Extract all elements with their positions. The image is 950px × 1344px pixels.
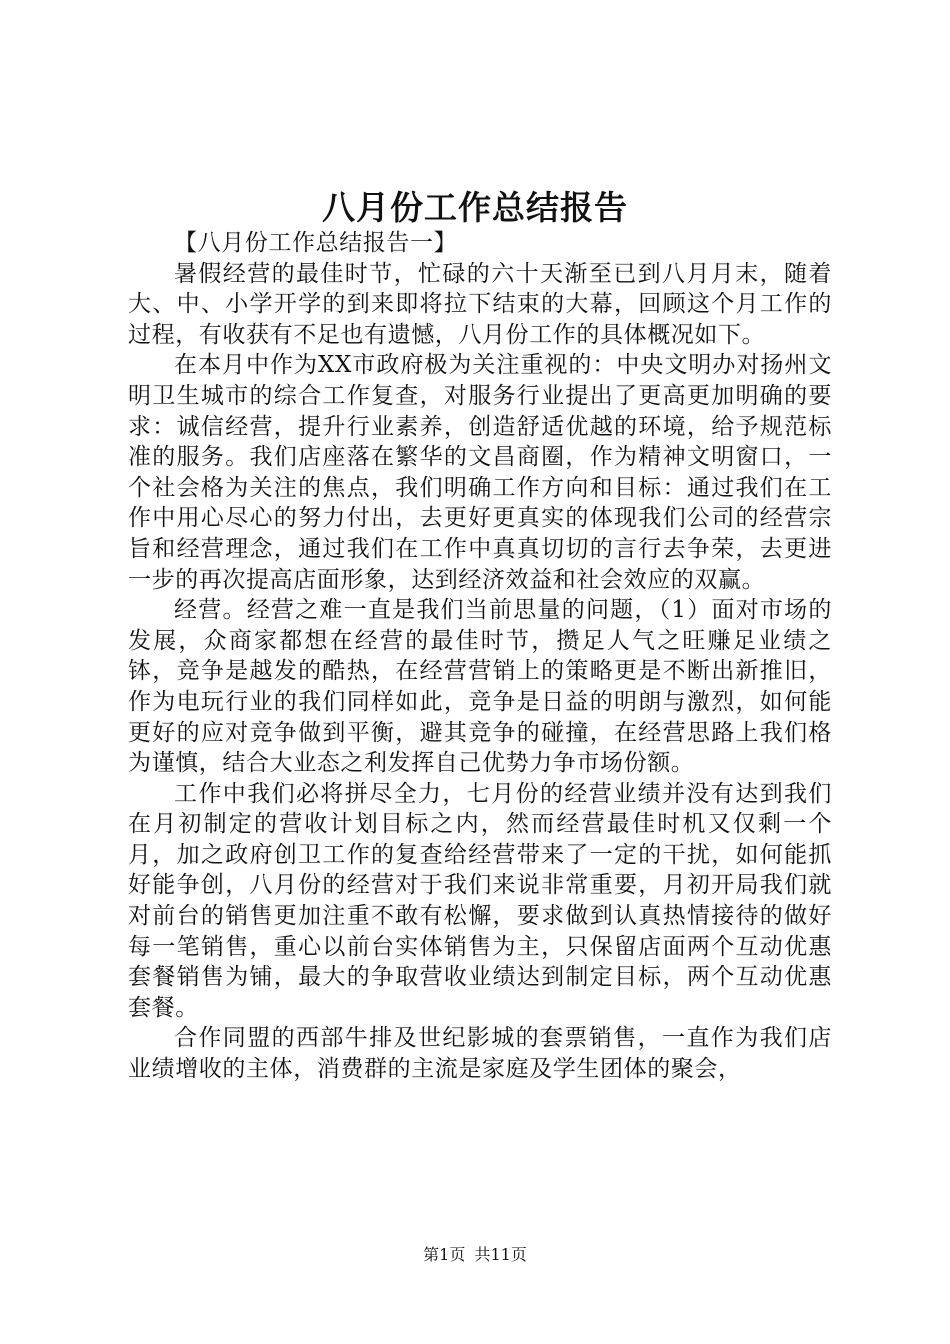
page-total: 共11页 <box>474 1245 527 1264</box>
paragraph: 工作中我们必将拼尽全力，七月份的经营业绩并没有达到我们在月初制定的营收计划目标之内，然而经营最佳时机又仅剩一个月，加之政府创卫工作的复查给经营带来了一定的干扰，如何能抓好能争创，八月份的经营对于我们来说非常重要，月初开局我们就对前台的销售更加注重不敢有松懈，要求做到认真热情接待的做好每一笔销售，重心以前台实体销售为主，只保留店面两个互动优惠套餐销售为铺，最大的争取营收业绩达到制定目标，两个互动优惠套餐。 <box>128 780 832 1021</box>
document-title: 八月份工作总结报告 <box>322 188 628 227</box>
paragraph: 暑假经营的最佳时节，忙碌的六十天渐至已到八月月末，随着大、中、小学开学的到来即将拉下结束的大幕，回顾这个月工作的过程，有收获有不足也有遗憾，八月份工作的具体概况如下。 <box>128 260 832 348</box>
paragraph: 经营。经营之难一直是我们当前思量的问题，（1）面对市场的发展，众商家都想在经营的最佳时节，攒足人气之旺赚足业绩之钵，竞争是越发的酷热，在经营营销上的策略更是不断出新推旧，作为电玩行业的我们同样如此，竞争是日益的明朗与激烈，如何能更好的应对竞争做到平衡，避其竞争的碰撞，在经营思路上我们格为谨慎，结合大业态之利发挥自己优势力争市场份额。 <box>128 597 832 777</box>
page-number: 第1页 <box>423 1245 466 1264</box>
page-footer <box>0 1244 950 1266</box>
paragraph: 在本月中作为XX市政府极为关注重视的：中央文明办对扬州文明卫生城市的综合工作复查，对服务行业提出了更高更加明确的要求：诚信经营，提升行业素养，创造舒适优越的环境，给予规范标准的服务。我们店座落在繁华的文昌商圈，作为精神文明窗口，一个社会格为关注的焦点，我们明确工作方向和目标：通过我们在工作中用心尽心的努力付出，去更好更真实的体现我们公司的经营宗旨和经营理念，通过我们在工作中真真切切的言行去争荣，去更进一步的再次提高店面形象，达到经济效益和社会效应的双赢。 <box>128 352 832 593</box>
paragraph: 合作同盟的西部牛排及世纪影城的套票销售，一直作为我们店业绩增收的主体，消费群的主流是家庭及学生团体的聚会， <box>128 1025 832 1083</box>
paragraph-section-heading: 【八月份工作总结报告一】 <box>174 230 458 256</box>
document-body <box>128 228 832 1085</box>
